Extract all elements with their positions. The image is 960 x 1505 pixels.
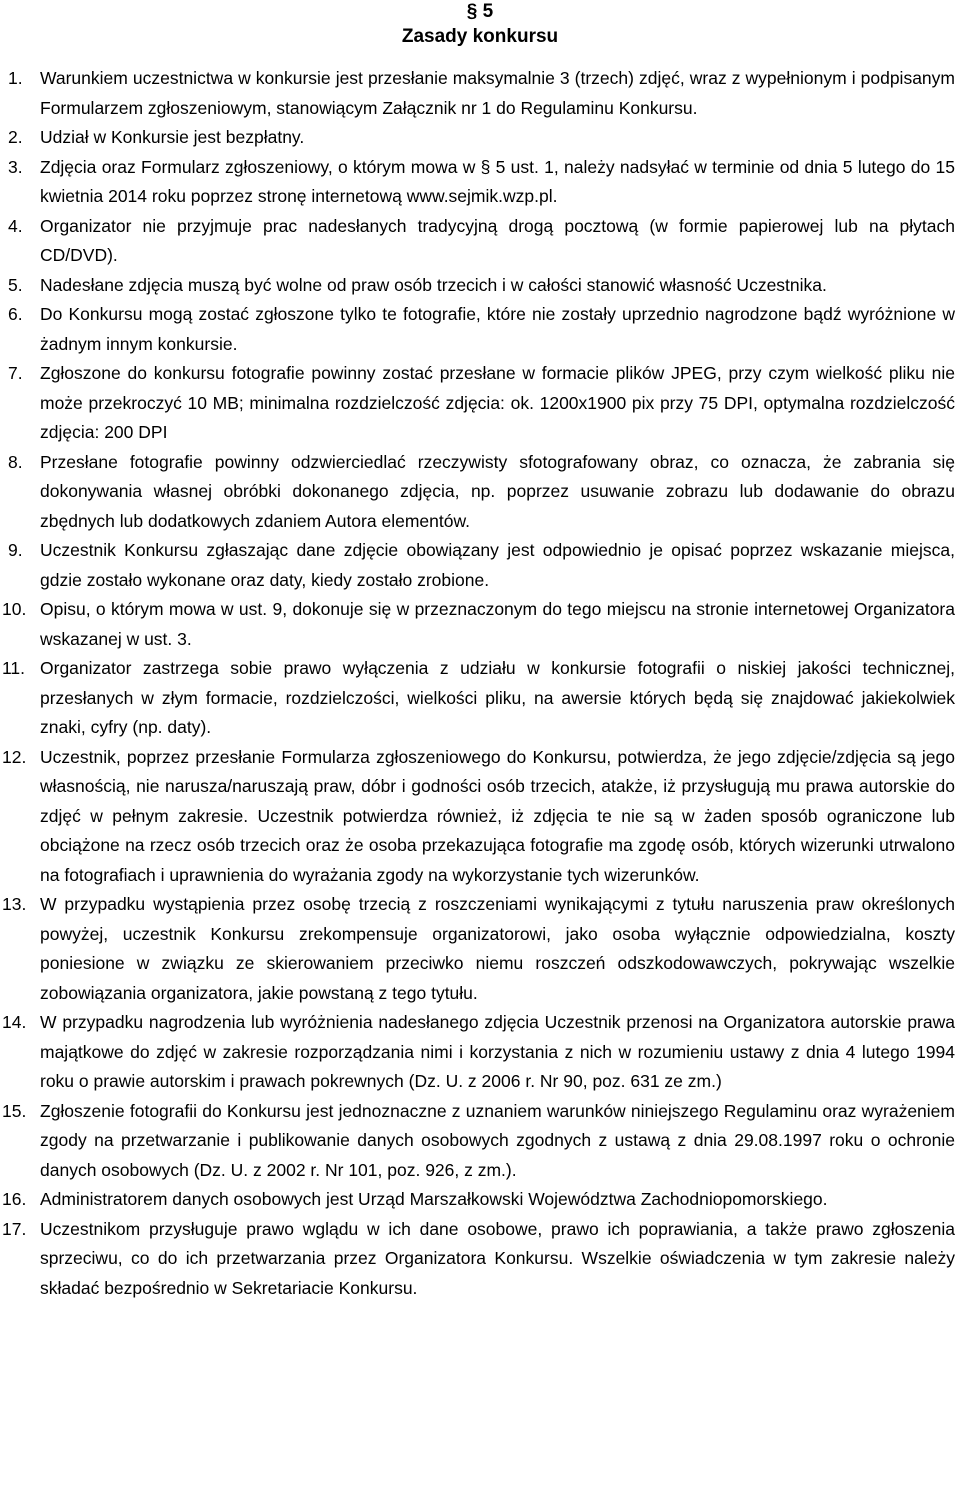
rule-text: Organizator zastrzega sobie prawo wyłączenia z udziału w konkursie fotografii o niskiej jakości technicznej, przesłanych w złym formacie, rozdzielczości, wielkości pliku, na awersie których będą się znajdować jakiekolwiek znaki, cyfry (np. daty). [40,658,955,737]
rule-number: 13. [2,894,27,914]
section-mark: § 5 [466,1,494,22]
rule-text: Opisu, o którym mowa w ust. 9, dokonuje się w przeznaczonym do tego miejscu na stronie internetowej Organizatora wskazanej w ust. 3. [40,599,955,649]
rule-number: 11. [2,658,26,678]
rule-item [0,890,955,1008]
rule-text: Zgłoszone do konkursu fotografie powinny zostać przesłane w formacie plików JPEG, przy czym wielkość pliku nie może przekroczyć 10 MB; minimalna rozdzielczość zdjęcia: ok. 1200x1900 pix przy 75 DPI, optymalna rozdzielczość zdjęcia: 200 DPI [40,363,955,442]
rule-text: W przypadku nagrodzenia lub wyróżnienia nadesłanego zdjęcia Uczestnik przenosi na Organizatora autorskie prawa majątkowe do zdjęć w zakresie rozporządzania nimi i korzystania z nich w rozumieniu ustawy z dnia 4 lutego 1994 roku o prawie autorskim i prawach pokrewnych (Dz. U. z 2006 r. Nr 90, poz. 631 ze zm.) [40,1012,955,1091]
rule-text: Przesłane fotografie powinny odzwierciedlać rzeczywisty sfotografowany obraz, co oznacza, że zabrania się dokonywania własnej obróbki dokonanego zdjęcia, np. poprzez usuwanie zobrazu lub dodawanie do obrazu zbędnych lub dodatkowych zdaniem Autora elementów. [40,451,955,531]
rule-item [0,536,955,595]
rule-text: Warunkiem uczestnictwa w konkursie jest przesłanie maksymalnie 3 (trzech) zdjęć, wraz z wypełnionym i podpisanym Formularzem zgłoszeniowym, stanowiącym Załącznik nr 1 do Regulaminu Konkursu. [40,68,955,118]
rule-item [0,123,955,153]
rule-number: 7. [8,363,23,383]
rule-number: 14. [2,1012,27,1032]
rule-item [0,1008,955,1097]
rule-item [0,595,955,654]
rule-item [0,1215,955,1304]
rule-text: Uczestnik Konkursu zgłaszając dane zdjęcie obowiązany jest odpowiednio je opisać poprzez wskazanie miejsca, gdzie zostało wykonane oraz daty, kiedy zostało zrobione. [40,540,955,590]
rule-number: 12. [2,746,27,767]
rule-item [0,448,955,537]
rule-text: Do Konkursu mogą zostać zgłoszone tylko te fotografie, które nie zostały uprzednio nagrodzone bądź wyróżnione w żadnym innym konkursie. [40,304,955,354]
rule-text: Uczestnikom przysługuje prawo wglądu w ich dane osobowe, prawo ich poprawiania, a także prawo zgłoszenia sprzeciwu, co do ich przetwarzania przez Organizatora Konkursu. Wszelkie oświadczenia w tym zakresie należy składać bezpośrednio w Sekretariacie Konkursu. [40,1218,955,1298]
section-title: Zasady konkursu [401,26,559,47]
rule-number: 4. [8,215,23,236]
rule-number: 5. [8,274,23,295]
rule-number: 9. [8,540,23,560]
rule-item [0,743,955,891]
rule-number: 15. [2,1100,27,1121]
rule-item [0,654,955,743]
rule-item [0,359,955,448]
rule-number: 2. [8,127,23,147]
rule-item [0,1185,955,1215]
rule-number: 1. [8,68,23,88]
rule-number: 3. [8,156,23,177]
rule-item [0,300,955,359]
rule-number: 10. [2,599,27,619]
rule-text: Zgłoszenie fotografii do Konkursu jest jednoznaczne z uznaniem warunków niniejszego Regulaminu oraz wyrażeniem zgody na przetwarzanie i publikowanie danych osobowych zgodnych z ustawą z dnia 29.08.1997 roku o ochronie danych osobowych (Dz. U. z 2002 r. Nr 101, poz. 926, z zm.). [40,1100,955,1180]
rule-item [0,212,955,271]
rule-item [0,64,955,123]
rule-text: Uczestnik, poprzez przesłanie Formularza zgłoszeniowego do Konkursu, potwierdza, że jego zdjęcie/zdjęcia są jego własnością, nie narusza/naruszają praw, dóbr i godności osób trzecich, atakże, iż przysługują mu prawa autorskie do zdjęć w pełnym zakresie. Uczestnik potwierdza również, iż zdjęcia te nie są w żaden sposób ograniczone lub obciążone na rzecz osób trzecich oraz że osoba przekazująca fotografie ma zgodę osób, których wizerunki utrwalono na fotografiach i uprawnienia do wyrażania zgody na wykorzystanie tych wizerunków. [40,746,955,885]
rules-list [0,64,955,1303]
rule-text: Udział w Konkursie jest bezpłatny. [40,127,305,147]
rule-number: 16. [2,1189,27,1209]
rule-text: W przypadku wystąpienia przez osobę trzecią z roszczeniami wynikającymi z tytułu naruszenia praw określonych powyżej, uczestnik Konkursu zrekompensuje organizatorowi, jako osoba wyłącznie odpowiedzialna, koszty poniesione w związku ze skierowaniem przeciwko niemu roszczeń odszkodowawczych, pokrywając wszelkie zobowiązania organizatora, jakie powstaną z tego tytułu. [40,894,955,1003]
rule-item [0,153,955,212]
rule-text: Nadesłane zdjęcia muszą być wolne od praw osób trzecich i w całości stanowić własność Uczestnika. [40,274,827,295]
rule-number: 8. [8,451,23,472]
rule-number: 6. [8,304,23,324]
rule-item [0,271,955,301]
rule-text: Zdjęcia oraz Formularz zgłoszeniowy, o którym mowa w § 5 ust. 1, należy nadsyłać w terminie od dnia 5 lutego do 15 kwietnia 2014 roku poprzez stronę internetową www.sejmik.wzp.pl. [40,156,955,206]
rule-text: Organizator nie przyjmuje prac nadesłanych tradycyjną drogą pocztową (w formie papierowej lub na płytach CD/DVD). [40,215,955,265]
rule-text: Administratorem danych osobowych jest Urząd Marszałkowski Województwa Zachodniopomorskiego. [40,1189,828,1209]
rule-number: 17. [2,1218,27,1239]
rule-item [0,1097,955,1186]
